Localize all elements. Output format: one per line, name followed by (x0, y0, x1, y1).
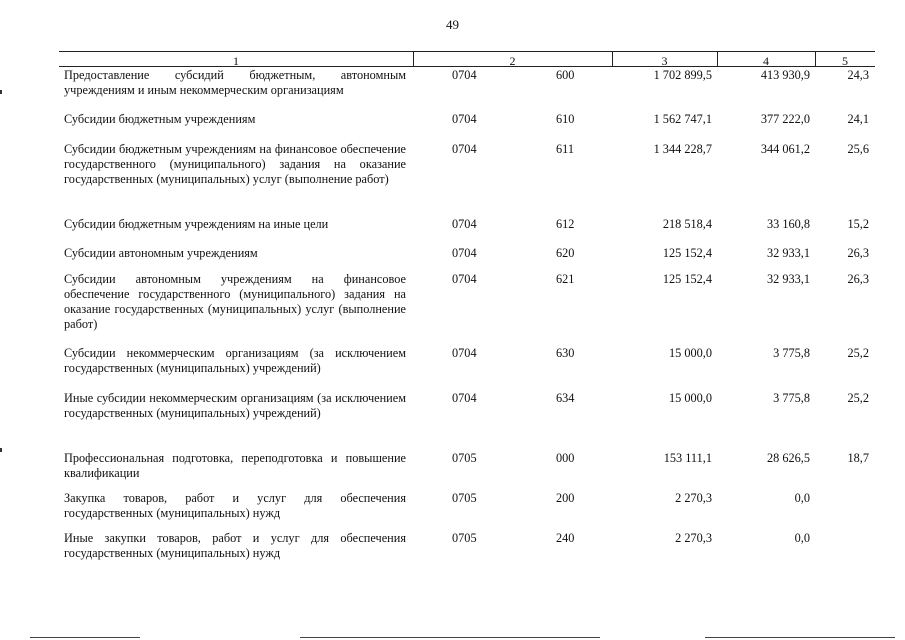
row-section: 0704 (452, 217, 477, 231)
column-header-2: 2 (509, 54, 516, 68)
row-fact: 377 222,0 (760, 112, 810, 126)
column-header-4: 4 (763, 54, 769, 68)
column-header-1: 1 (233, 54, 239, 68)
row-name: Субсидии бюджетным учреждениям на иные цели (64, 217, 329, 231)
row-section: 0704 (452, 112, 477, 126)
row-section: 0704 (452, 391, 477, 405)
row-percent: 25,6 (847, 142, 869, 156)
row-expense-type: 620 (556, 246, 575, 260)
row-fact: 32 933,1 (766, 246, 810, 260)
bottom-rule-right (705, 637, 895, 638)
row-section: 0704 (452, 272, 477, 286)
row-percent: 24,1 (847, 112, 869, 126)
row-percent: 25,2 (847, 346, 869, 360)
row-plan: 125 152,4 (662, 272, 712, 286)
header-top-rule (59, 51, 875, 52)
row-plan: 15 000,0 (668, 391, 712, 405)
row-section: 0704 (452, 68, 477, 82)
page-number: 49 (446, 17, 459, 32)
row-fact: 0,0 (794, 491, 810, 505)
row-plan: 15 000,0 (668, 346, 712, 360)
row-name: Субсидии автономным учреждениям на финансовое обеспечение государственного (муниципального) задания на оказание государственных (муниципальных) услуг (выполнение работ) (64, 272, 406, 331)
row-fact: 0,0 (794, 531, 810, 545)
row-plan: 2 270,3 (675, 491, 712, 505)
bottom-rule-left (30, 637, 140, 638)
margin-mark (0, 90, 2, 94)
row-expense-type: 610 (556, 112, 575, 126)
row-percent: 26,3 (847, 272, 869, 286)
row-fact: 32 933,1 (766, 272, 810, 286)
row-name: Предоставление субсидий бюджетным, автономным учреждениям и иным некоммерческим организациям (64, 68, 406, 97)
margin-mark (0, 448, 2, 452)
row-fact: 3 775,8 (773, 391, 810, 405)
row-fact: 3 775,8 (773, 346, 810, 360)
row-plan: 1 344 228,7 (653, 142, 712, 156)
row-fact: 344 061,2 (760, 142, 810, 156)
row-fact: 28 626,5 (766, 451, 810, 465)
row-name: Субсидии автономным учреждениям (64, 246, 258, 260)
row-name: Иные субсидии некоммерческим организациям (за исключением государственных (муниципальных) учреждений) (64, 391, 406, 420)
row-expense-type: 240 (556, 531, 575, 545)
row-expense-type: 634 (556, 391, 575, 405)
row-expense-type: 611 (556, 142, 574, 156)
row-name: Профессиональная подготовка, переподготовка и повышение квалификации (64, 451, 406, 480)
row-section: 0705 (452, 451, 477, 465)
column-header-3: 3 (661, 54, 668, 68)
row-expense-type: 621 (556, 272, 575, 286)
bottom-rule-center (300, 637, 600, 638)
row-percent: 25,2 (847, 391, 869, 405)
row-plan: 2 270,3 (675, 531, 712, 545)
row-plan: 153 111,1 (663, 451, 712, 465)
row-section: 0704 (452, 246, 477, 260)
row-name: Субсидии бюджетным учреждениям на финансовое обеспечение государственного (муниципального) задания на оказание государственных (муниципальных) услуг (выполнение работ) (64, 142, 406, 186)
row-plan: 1 562 747,1 (653, 112, 712, 126)
row-expense-type: 612 (556, 217, 575, 231)
row-fact: 33 160,8 (766, 217, 810, 231)
row-percent: 18,7 (847, 451, 869, 465)
row-section: 0704 (452, 346, 477, 360)
row-percent: 15,2 (847, 217, 869, 231)
column-header-5: 5 (842, 54, 848, 68)
row-fact: 413 930,9 (760, 68, 810, 82)
row-section: 0705 (452, 531, 477, 545)
row-expense-type: 600 (556, 68, 575, 82)
row-expense-type: 000 (556, 451, 575, 465)
row-name: Закупка товаров, работ и услуг для обеспечения государственных (муниципальных) нужд (64, 491, 406, 520)
row-plan: 218 518,4 (662, 217, 712, 231)
row-name: Субсидии некоммерческим организациям (за исключением государственных (муниципальных) учреждений) (64, 346, 406, 375)
row-percent: 26,3 (847, 246, 869, 260)
row-plan: 1 702 899,5 (653, 68, 712, 82)
row-expense-type: 630 (556, 346, 575, 360)
row-section: 0704 (452, 142, 477, 156)
row-name: Субсидии бюджетным учреждениям (64, 112, 256, 126)
row-percent: 24,3 (847, 68, 869, 82)
row-section: 0705 (452, 491, 477, 505)
row-plan: 125 152,4 (662, 246, 712, 260)
row-name: Иные закупки товаров, работ и услуг для обеспечения государственных (муниципальных) нужд (64, 531, 406, 560)
row-expense-type: 200 (556, 491, 575, 505)
